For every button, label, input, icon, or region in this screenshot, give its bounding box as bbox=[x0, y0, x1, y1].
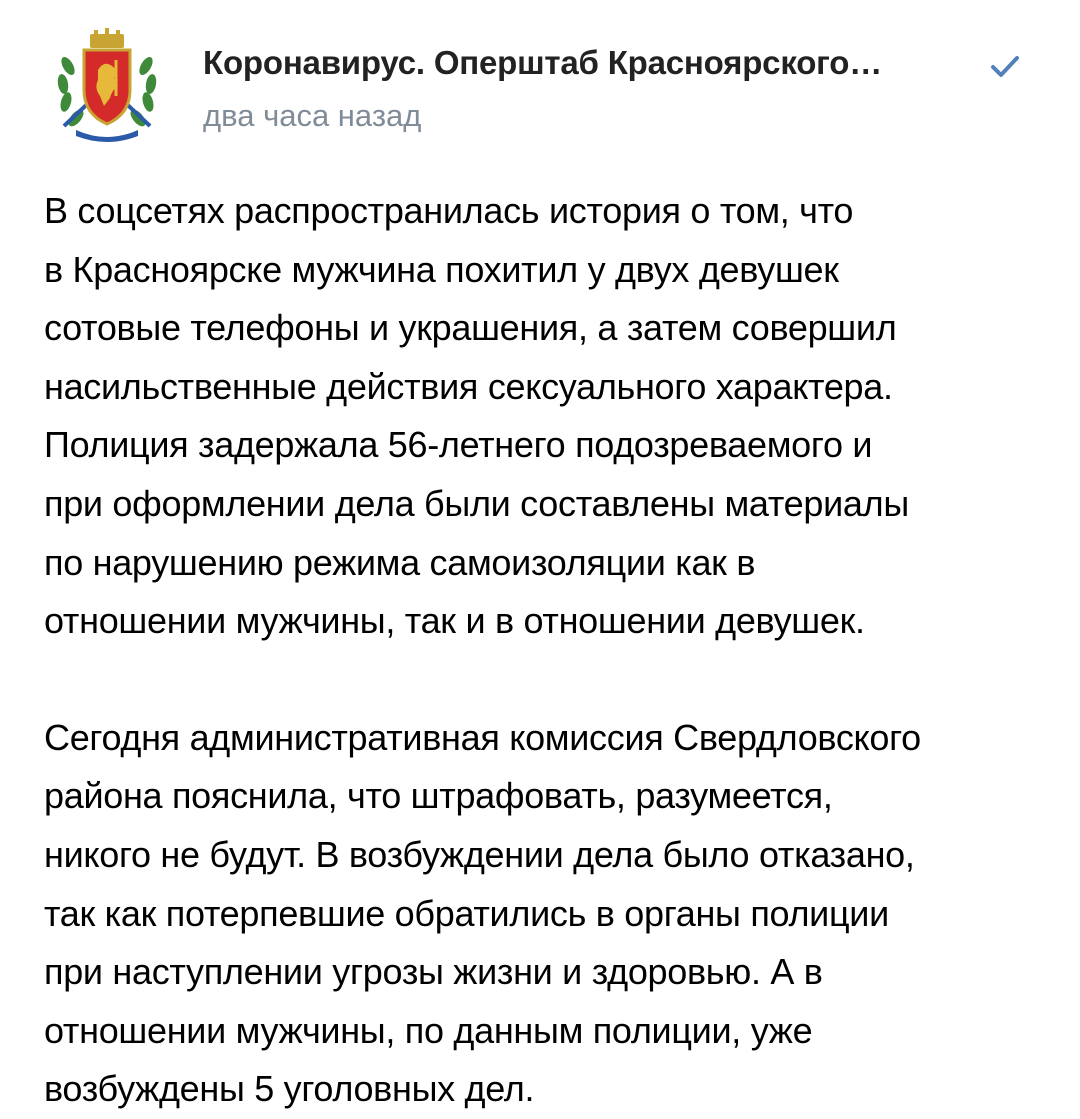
post-paragraph bbox=[44, 182, 1064, 651]
text-line: В соцсетях распространилась история о том, что bbox=[44, 190, 854, 231]
author-name[interactable]: Коронавирус. Оперштаб Красноярского… bbox=[203, 44, 883, 81]
text-line: никого не будут. В возбуждении дела было отказано, bbox=[44, 833, 915, 875]
text-line: по нарушению режима самоизоляции как в bbox=[44, 541, 756, 583]
post-paragraph bbox=[44, 709, 1064, 1119]
text-line: Сегодня административная комиссия Свердловского bbox=[44, 716, 921, 758]
post-text bbox=[44, 182, 1064, 1119]
text-line: отношении мужчины, по данным полиции, уже bbox=[44, 1009, 813, 1051]
text-line: в Красноярске мужчина похитил у двух девушек bbox=[44, 248, 839, 290]
post-header bbox=[40, 20, 1040, 150]
post-timestamp[interactable]: два часа назад bbox=[203, 98, 422, 133]
text-line: отношении мужчины, так и в отношении девушек. bbox=[44, 600, 865, 642]
krasnoyarsk-coat-of-arms-icon[interactable] bbox=[46, 26, 168, 148]
text-line: так как потерпевшие обратились в органы полиции bbox=[44, 892, 889, 934]
text-line: Полиция задержала 56-летнего подозреваемого и bbox=[44, 424, 873, 466]
verified-check-icon bbox=[988, 52, 1022, 82]
text-line: насильственные действия сексуального характера. bbox=[44, 365, 893, 407]
text-line: при оформлении дела были составлены материалы bbox=[44, 482, 909, 524]
text-line: сотовые телефоны и украшения, а затем совершил bbox=[44, 307, 897, 349]
text-line: района пояснила, что штрафовать, разумеется, bbox=[44, 775, 833, 817]
text-line: возбуждены 5 уголовных дел. bbox=[44, 1068, 535, 1110]
text-line: при наступлении угрозы жизни и здоровью. А в bbox=[44, 951, 823, 993]
